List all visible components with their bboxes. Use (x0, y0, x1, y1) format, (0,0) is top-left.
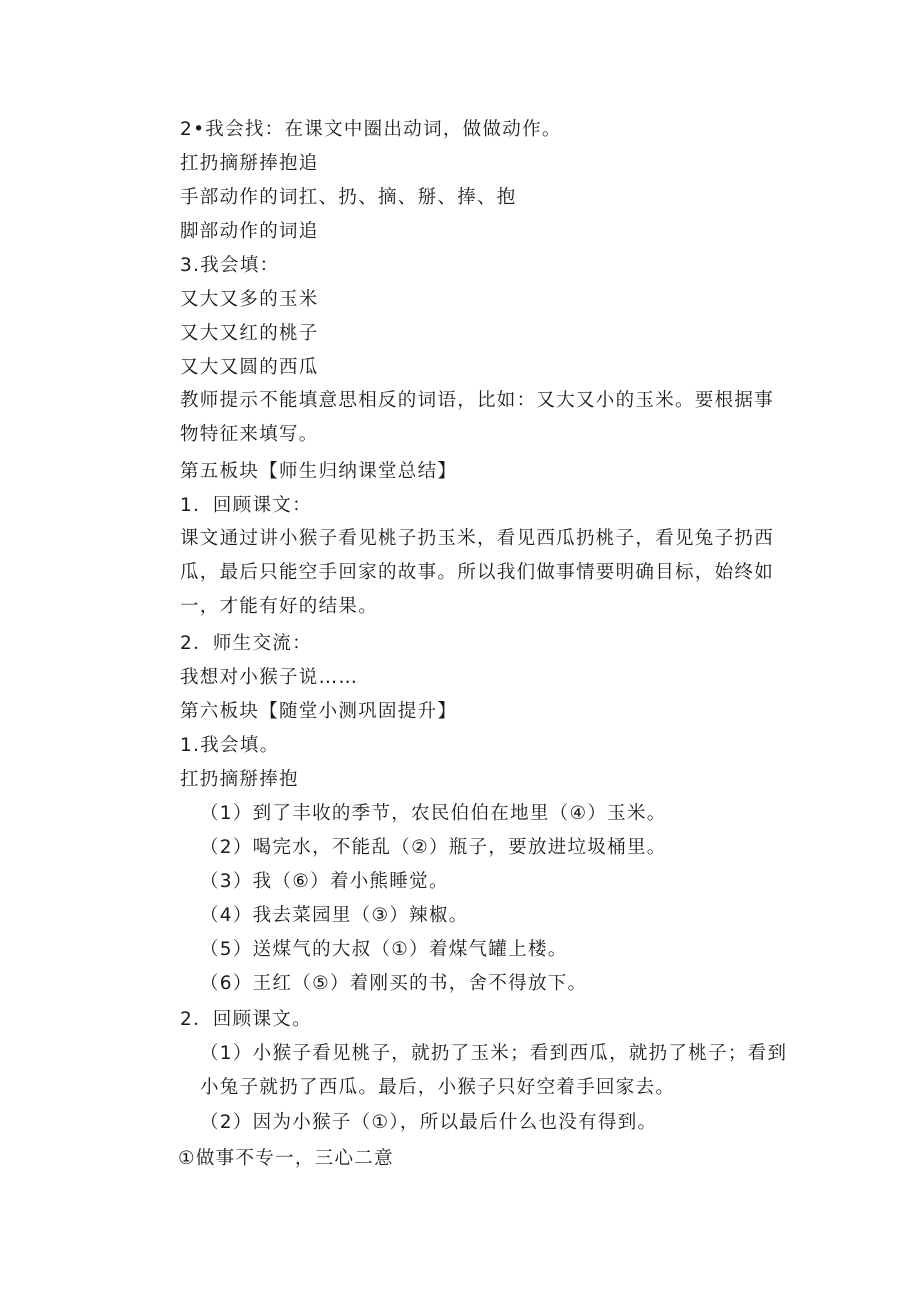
section6-item1: 1.我会填。 (180, 735, 280, 756)
section6-item2: 2．回顾课文。 (180, 1009, 312, 1030)
fill-item: （5）送煤气的大叔（①）着煤气罐上楼。 (200, 939, 568, 960)
review-paragraph: （1）小猴子看见桃子，就扔了玉米；看到西瓜，就扔了桃子；看到小兔子就扔了西瓜。最后，小猴子只好空着手回家去。 (200, 1043, 788, 1098)
doc-line: 2•我会找：在课文中圈出动词，做做动作。 (180, 119, 562, 140)
doc-line: 手部动作的词扛、扔、摘、掰、捧、抱 (180, 187, 517, 208)
section6-title: 第六板块【随堂小测巩固提升】 (180, 701, 458, 722)
fill-item: （2）喝完水，不能乱（②）瓶子，要放进垃圾桶里。 (200, 837, 667, 858)
fill-item: （3）我（⑥）着小熊睡觉。 (200, 871, 449, 892)
section5-item1: 1．回顾课文： (180, 495, 312, 516)
summary-paragraph: 课文通过讲小猴子看见桃子扔玉米，看见西瓜扔桃子，看见兔子扔西瓜，最后只能空手回家的故事。所以我们做事情要明确目标，始终如一，才能有好的结果。 (180, 528, 775, 617)
section6-words: 扛扔摘掰捧抱 (180, 769, 299, 790)
doc-line: 又大又多的玉米 (180, 289, 319, 310)
doc-line: 扛扔摘掰捧抱追 (180, 153, 319, 174)
teacher-tip-paragraph: 教师提示不能填意思相反的词语，比如：又大又小的玉米。要根据事物特征来填写。 (180, 390, 775, 445)
review-question: （2）因为小猴子（①），所以最后什么也没有得到。 (200, 1112, 658, 1133)
doc-line: 脚部动作的词追 (180, 221, 319, 242)
doc-line: 3.我会填： (180, 255, 280, 276)
fill-item: （1）到了丰收的季节，农民伯伯在地里（④）玉米。 (200, 803, 667, 824)
doc-line: 又大又红的桃子 (180, 323, 319, 344)
section5-item2-text: 我想对小猴子说…… (180, 667, 359, 688)
doc-line: 又大又圆的西瓜 (180, 357, 319, 378)
section5-item2: 2．师生交流： (180, 633, 312, 654)
fill-item: （4）我去菜园里（③）辣椒。 (200, 905, 469, 926)
section5-title: 第五板块【师生归纳课堂总结】 (180, 461, 458, 482)
fill-item: （6）王红（⑤）着刚买的书，舍不得放下。 (200, 973, 588, 994)
answer-option: ①做事不专一，三心二意 (178, 1148, 394, 1169)
